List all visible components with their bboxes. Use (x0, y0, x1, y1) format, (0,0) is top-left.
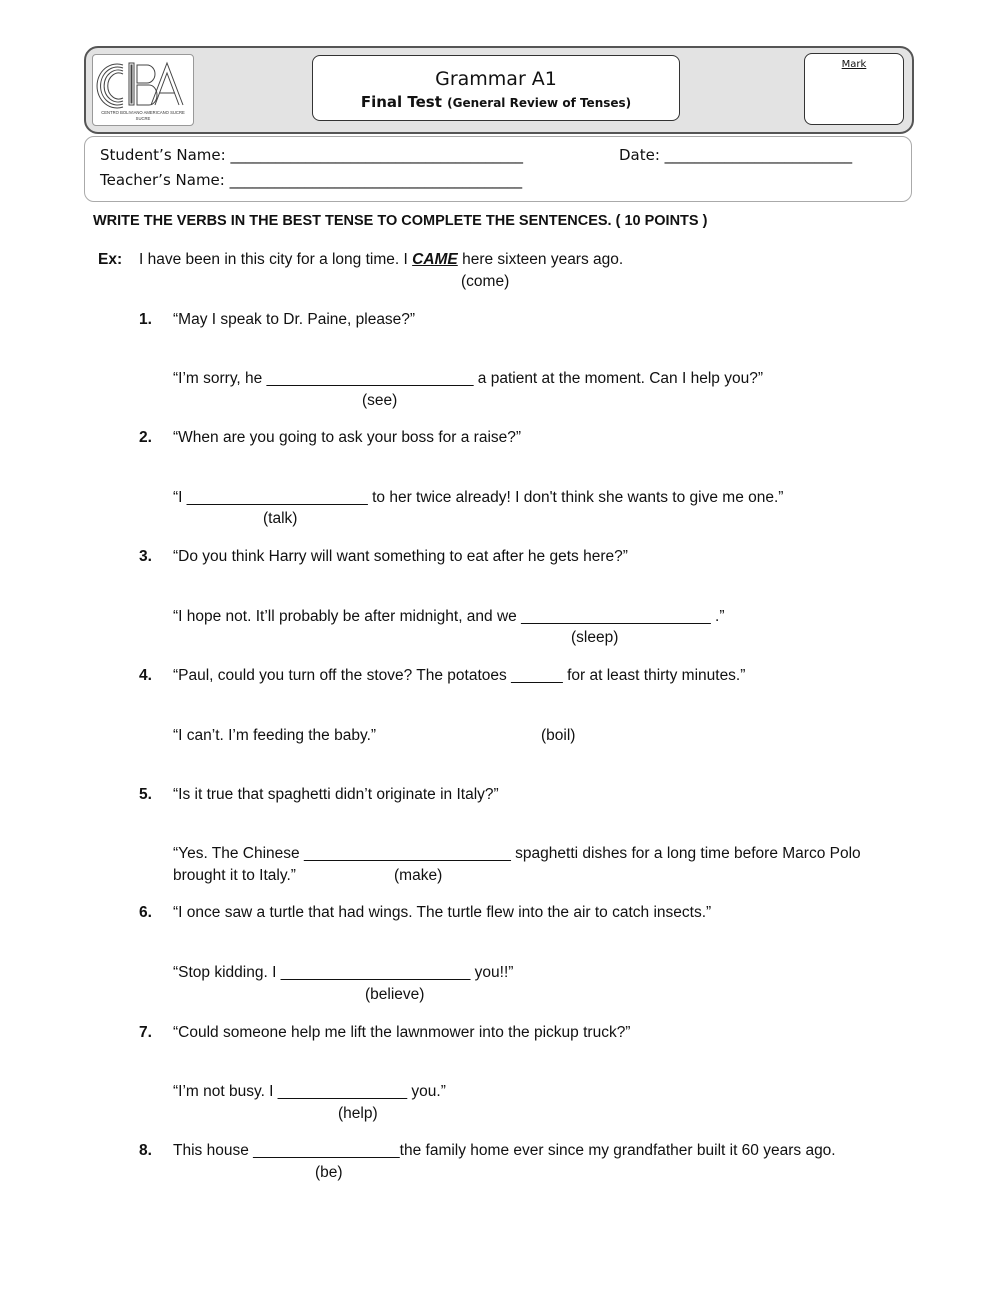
item-number: 8. (139, 1142, 152, 1159)
item-number: 6. (139, 904, 152, 921)
example-verb: (come) (461, 273, 510, 290)
item-reply[interactable]: “I’m not busy. I _______________ you.” (173, 1083, 446, 1100)
item-number: 3. (139, 548, 152, 565)
example-sentence (139, 251, 623, 269)
item-reply[interactable]: “I _____________________ to her twice already! I don't think she wants to give me one.” (173, 489, 784, 506)
item-reply[interactable]: “I hope not. It’ll probably be after midnight, and we ______________________ .” (173, 608, 725, 625)
example-after: here sixteen years ago. (457, 251, 624, 268)
item-number: 7. (139, 1024, 152, 1041)
item-prompt: “When are you going to ask your boss for a raise?” (173, 429, 522, 446)
item-number: 1. (139, 311, 152, 328)
item-prompt: “I once saw a turtle that had wings. The turtle flew into the air to catch insects.” (173, 904, 712, 921)
item-prompt: “May I speak to Dr. Paine, please?” (173, 311, 416, 328)
item-prompt: “Is it true that spaghetti didn’t originate in Italy?” (173, 786, 499, 803)
example-before: I have been in this city for a long time. I (139, 251, 413, 268)
example-label: Ex: (98, 251, 123, 268)
item-verb: (make) (394, 867, 443, 884)
item-prompt: “Could someone help me lift the lawnmower into the pickup truck?” (173, 1024, 631, 1041)
subtitle-main: Final Test (360, 93, 442, 111)
item-verb: (see) (362, 392, 398, 409)
item-verb: (sleep) (571, 629, 619, 646)
student-name-field[interactable]: Student’s Name: _______________________________________ (100, 146, 523, 164)
logo-caption: CENTRO BOLIVIANO AMERICANO SUCRE (101, 110, 185, 115)
item-verb: (believe) (365, 986, 425, 1003)
school-logo (92, 54, 194, 126)
item-verb: (talk) (263, 510, 298, 527)
item-reply[interactable]: “Stop kidding. I ______________________ you!!” (173, 964, 514, 981)
mark-box[interactable] (804, 53, 904, 125)
svg-text:SUCRE: SUCRE (135, 116, 151, 121)
item-verb: (help) (338, 1105, 378, 1122)
item-number: 2. (139, 429, 152, 446)
item-reply[interactable]: “Yes. The Chinese ________________________ spaghetti dishes for a long time before Marco Polo (173, 845, 861, 862)
worksheet-title: Grammar A1 (435, 68, 557, 90)
item-verb: (be) (315, 1164, 343, 1181)
item-prompt[interactable]: “Paul, could you turn off the stove? The potatoes ______ for at least thirty minutes.” (173, 667, 746, 684)
teacher-name-field[interactable]: Teacher’s Name: _______________________________________ (100, 171, 523, 189)
cba-logo-icon (93, 55, 193, 125)
item-verb: (boil) (541, 727, 576, 744)
item-prompt: “Do you think Harry will want something to eat after he gets here?” (173, 548, 628, 565)
mark-label: Mark (841, 59, 867, 70)
subtitle-sub: (General Review of Tenses) (447, 96, 632, 110)
item-reply[interactable]: “I’m sorry, he ________________________ a patient at the moment. Can I help you?” (173, 370, 763, 387)
worksheet-subtitle (313, 93, 679, 111)
item-prompt[interactable]: This house _________________the family home ever since my grandfather built it 60 years ago. (173, 1142, 836, 1159)
date-field[interactable]: Date: _________________________ (619, 146, 853, 164)
instructions: WRITE THE VERBS IN THE BEST TENSE TO COMPLETE THE SENTENCES. ( 10 POINTS ) (93, 213, 708, 229)
title-box (312, 55, 680, 121)
item-number: 4. (139, 667, 152, 684)
item-reply-continued: brought it to Italy.” (173, 867, 296, 884)
item-number: 5. (139, 786, 152, 803)
example-answer: CAME (412, 251, 458, 268)
item-reply: “I can’t. I’m feeding the baby.” (173, 727, 377, 744)
